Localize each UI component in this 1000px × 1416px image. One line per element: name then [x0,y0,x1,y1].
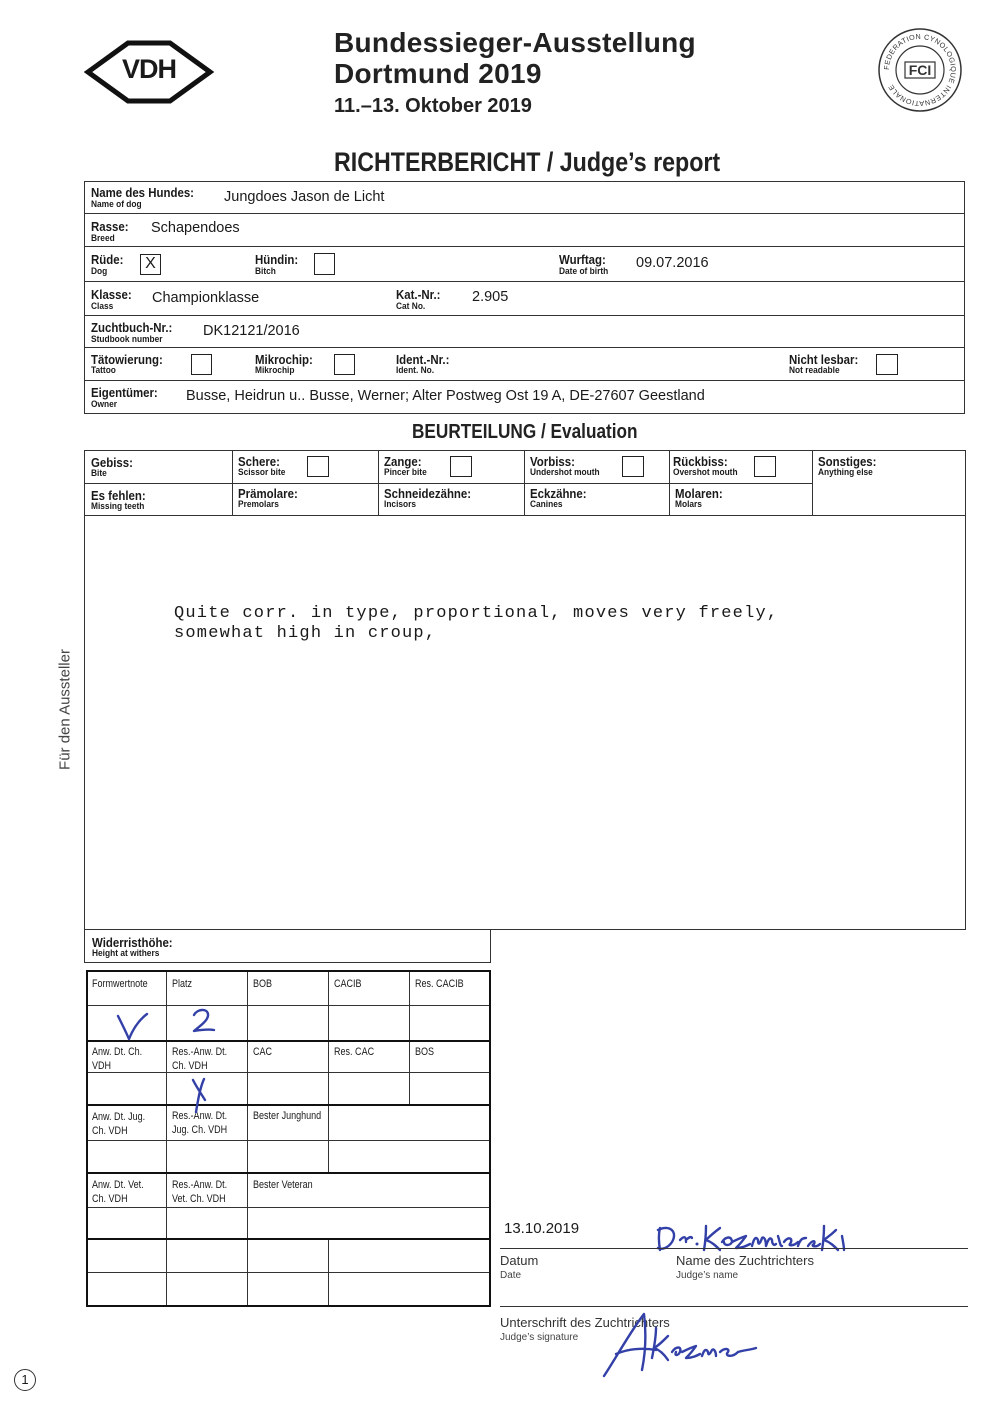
molars-label: Molaren: [675,486,723,501]
show-title-line1: Bundessieger-Ausstellung [334,27,696,58]
grid-bob: BOB [253,978,273,990]
class-label: Klasse: [91,287,132,302]
microchip-sublabel: Mikrochip [255,365,295,376]
fci-text: FCI [908,62,932,78]
handwritten-res-mark [188,1074,212,1116]
female-sublabel: Bitch [255,266,276,277]
grid-anw-dt-jug: Anw. Dt. Jug. Ch. VDH [92,1111,146,1137]
grid-bester-veteran: Bester Veteran [253,1179,313,1191]
incisors-label: Schneidezähne: [384,486,472,501]
studbook-label: Zuchtbuch-Nr.: [91,320,173,335]
studbook-sublabel: Studbook number [91,334,163,345]
fci-ring-text: FEDERATION CYNOLOGIQUE INTERNATIONALE [881,31,959,109]
bite-label: Gebiss: [91,455,133,470]
report-text-line2: somewhat high in croup, [174,624,437,643]
cat-no-sublabel: Cat No. [396,301,426,312]
microchip-checkbox[interactable] [334,354,355,375]
dob-label: Wurftag: [559,252,606,267]
undershot-checkbox[interactable] [622,456,644,477]
breed-value: Schapendoes [151,220,240,236]
microchip-label: Mikrochip: [255,352,313,367]
handwritten-judge-name [650,1218,880,1258]
side-label: Für den Aussteller [56,649,74,770]
vdh-logo-text: VDH [121,54,176,84]
bite-sublabel: Bite [91,468,107,479]
scissor-checkbox[interactable] [307,456,329,477]
female-label: Hündin: [255,252,299,267]
tattoo-checkbox[interactable] [191,354,212,375]
overshot-label: Rückbiss: [673,454,728,469]
unreadable-sublabel: Not readable [789,365,840,376]
grid-cacib: CACIB [334,978,362,990]
owner-value: Busse, Heidrun u.. Busse, Werner; Alter Postweg Ost 19 A, DE-27607 Geestland [186,388,705,404]
missing-teeth-label: Es fehlen: [91,488,146,503]
molars-sublabel: Molars [675,499,702,510]
grid-res-cac: Res. CAC [334,1046,375,1058]
owner-label: Eigentümer: [91,385,158,400]
grid-res-cacib: Res. CACIB [415,978,464,990]
scissor-label: Schere: [238,454,280,469]
canines-label: Eckzähne: [530,486,587,501]
dob-sublabel: Date of birth [559,266,609,277]
grid-cac: CAC [253,1046,273,1058]
dog-name-sublabel: Name of dog [91,199,142,210]
male-sublabel: Dog [91,266,108,277]
evaluation-title: BEURTEILUNG / Evaluation [412,421,638,443]
grid-bester-junghund: Bester Junghund [253,1110,322,1122]
fci-seal [877,27,963,113]
premolars-label: Prämolare: [238,486,298,501]
ident-label: Ident.-Nr.: [396,352,450,367]
grid-res-anw-dt-jug: Res.-Anw. Dt. Jug. Ch. VDH [172,1110,228,1136]
height-sublabel: Height at withers [92,948,160,959]
grid-bos: BOS [415,1046,435,1058]
page-number-badge [14,1369,36,1391]
ident-sublabel: Ident. No. [396,365,435,376]
vdh-logo [84,40,214,104]
overshot-checkbox[interactable] [754,456,776,477]
show-title-line2: Dortmund 2019 [334,58,542,89]
handwritten-placement-2 [188,1006,220,1034]
judge-name-label: Name des Zuchtrichters [676,1253,814,1268]
signature-label: Unterschrift des Zuchtrichters [500,1315,670,1330]
grid-res-anw-dt-vet: Res.-Anw. Dt. Vet. Ch. VDH [172,1179,228,1205]
report-text-line1: Quite corr. in type, proportional, moves very freely, [174,604,779,623]
unreadable-checkbox[interactable] [876,354,898,375]
unreadable-label: Nicht lesbar: [789,352,859,367]
date-value: 13.10.2019 [504,1220,580,1237]
breed-sublabel: Breed [91,233,115,244]
class-value: Championklasse [152,290,260,306]
dog-name-label: Name des Hundes: [91,185,195,200]
judge-name-sublabel: Judge’s name [676,1270,739,1281]
missing-teeth-sublabel: Missing teeth [91,501,145,512]
cat-no-label: Kat.-Nr.: [396,287,441,302]
signature-sublabel: Judge’s signature [500,1332,579,1343]
signature-line [500,1306,968,1307]
other-label: Sonstiges: [818,454,877,469]
incisors-sublabel: Incisors [384,499,417,510]
grid-anw-dt-vet: Anw. Dt. Vet. Ch. VDH [92,1179,144,1205]
male-checkbox[interactable]: X [140,254,161,275]
date-judge-line [500,1248,968,1249]
studbook-value: DK12121/2016 [203,323,300,339]
show-dates: 11.–13. Oktober 2019 [334,95,532,117]
breed-label: Rasse: [91,219,129,234]
tattoo-label: Tätowierung: [91,352,163,367]
female-checkbox[interactable] [314,253,335,275]
cat-no-value: 2.905 [472,289,509,305]
scissor-sublabel: Scissor bite [238,467,286,478]
height-label: Widerristhöhe: [92,935,173,950]
premolars-sublabel: Premolars [238,499,279,510]
dob-value: 09.07.2016 [636,255,709,271]
class-sublabel: Class [91,301,114,312]
pincer-label: Zange: [384,454,422,469]
grid-res-anw-dt-ch: Res.-Anw. Dt. Ch. VDH [172,1046,228,1072]
dog-name-value: Jungdoes Jason de Licht [224,189,385,205]
evaluation-box [84,450,966,930]
pincer-checkbox[interactable] [450,456,472,477]
grid-formwertnote: Formwertnote [92,978,148,990]
report-title: RICHTERBERICHT / Judge’s report [334,147,721,177]
grid-platz: Platz [172,978,193,990]
page-number: 1 [21,1372,29,1387]
undershot-sublabel: Undershot mouth [530,467,600,478]
grid-anw-dt-ch: Anw. Dt. Ch. VDH [92,1046,143,1072]
other-sublabel: Anything else [818,467,873,478]
pincer-sublabel: Pincer bite [384,467,427,478]
date-label: Datum [500,1253,539,1268]
handwritten-signature [596,1308,766,1383]
tattoo-sublabel: Tattoo [91,365,116,376]
handwritten-grade-v [112,1010,152,1042]
male-label: Rüde: [91,252,124,267]
canines-sublabel: Canines [530,499,563,510]
overshot-sublabel: Overshot mouth [673,467,738,478]
owner-sublabel: Owner [91,399,118,410]
date-sublabel: Date [500,1270,522,1281]
undershot-label: Vorbiss: [530,454,575,469]
